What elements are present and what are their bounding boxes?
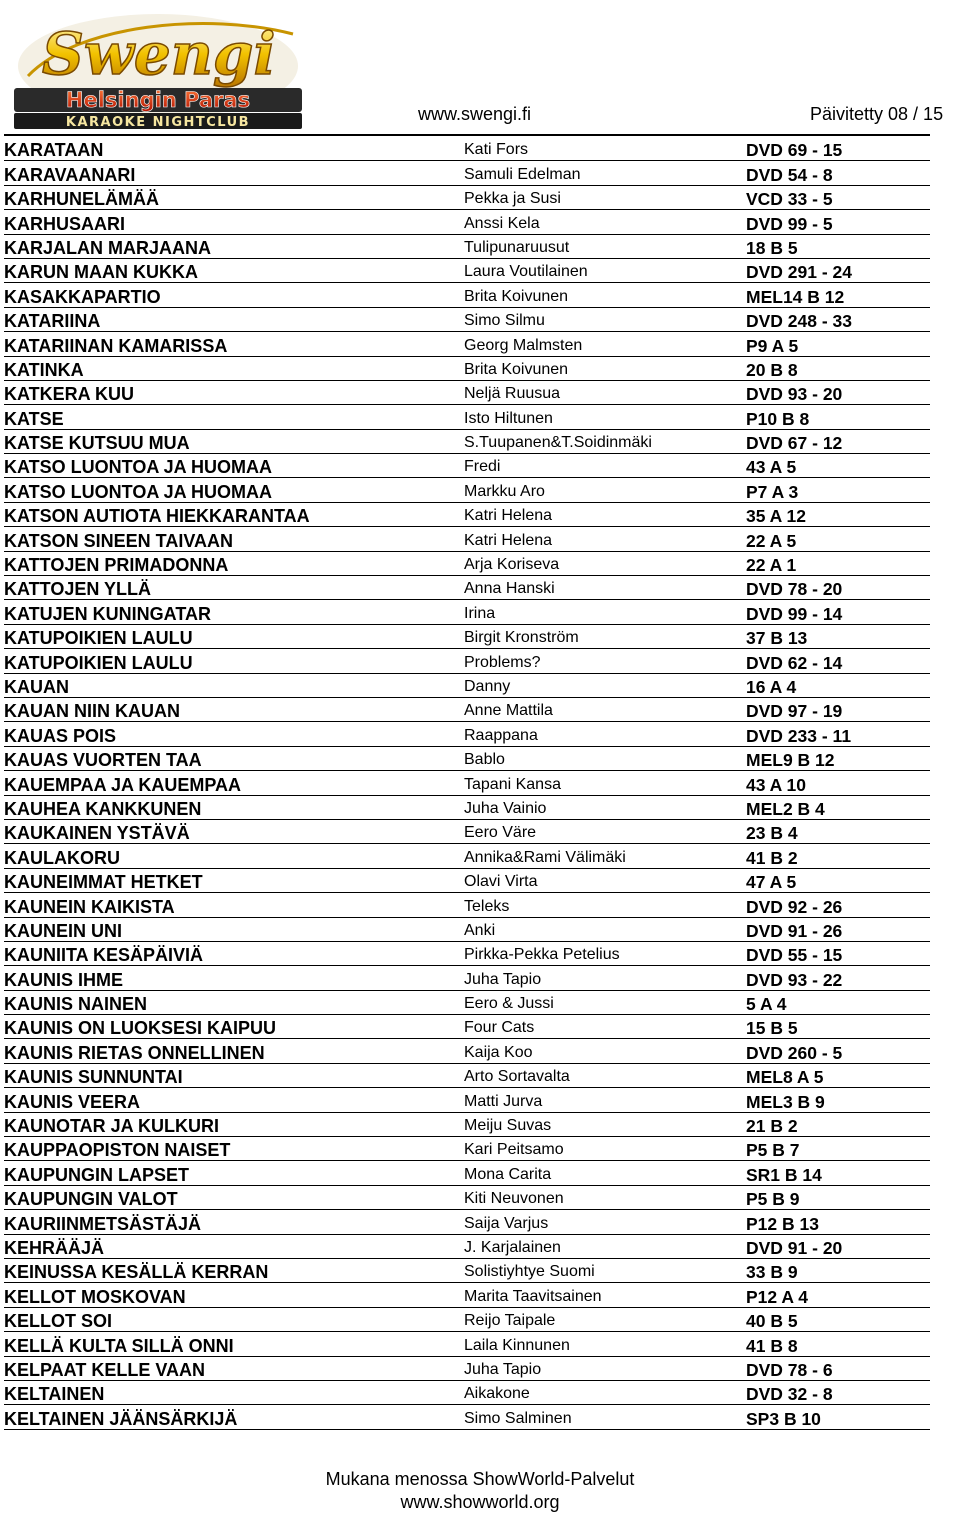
song-artist: Anssi Kela — [464, 210, 746, 234]
song-row — [4, 454, 930, 478]
song-code: 43 A 5 — [746, 454, 930, 478]
song-title: KARATAAN — [4, 137, 464, 161]
song-table-body — [4, 137, 930, 1429]
song-row — [4, 527, 930, 551]
song-title: KAUNOTAR JA KULKURI — [4, 1112, 464, 1136]
song-artist: Simo Salminen — [464, 1405, 746, 1429]
song-title: KATTOJEN YLLÄ — [4, 576, 464, 600]
song-row — [4, 137, 930, 161]
song-artist: Katri Helena — [464, 502, 746, 526]
song-artist: Raappana — [464, 722, 746, 746]
song-artist: Saija Varjus — [464, 1210, 746, 1234]
song-artist: Bablo — [464, 746, 746, 770]
song-table — [4, 137, 930, 1430]
song-row — [4, 1039, 930, 1063]
song-code: MEL2 B 4 — [746, 795, 930, 819]
song-row — [4, 722, 930, 746]
song-code: 22 A 5 — [746, 527, 930, 551]
song-artist: Kiti Neuvonen — [464, 1185, 746, 1209]
song-artist: S.Tuupanen&T.Soidinmäki — [464, 429, 746, 453]
song-row — [4, 1283, 930, 1307]
song-code: DVD 93 - 20 — [746, 380, 930, 404]
song-artist: Problems? — [464, 649, 746, 673]
song-artist: Laila Kinnunen — [464, 1332, 746, 1356]
song-code: DVD 54 - 8 — [746, 161, 930, 185]
song-code: P5 B 7 — [746, 1137, 930, 1161]
song-row — [4, 624, 930, 648]
song-row — [4, 185, 930, 209]
song-code: 22 A 1 — [746, 551, 930, 575]
song-title: KATSO LUONTOA JA HUOMAA — [4, 478, 464, 502]
song-artist: Matti Jurva — [464, 1088, 746, 1112]
song-code: DVD 62 - 14 — [746, 649, 930, 673]
song-title: KEINUSSA KESÄLLÄ KERRAN — [4, 1258, 464, 1282]
song-code: P9 A 5 — [746, 332, 930, 356]
song-title: KARUN MAAN KUKKA — [4, 258, 464, 282]
song-code: 41 B 8 — [746, 1332, 930, 1356]
song-title: KELTAINEN — [4, 1380, 464, 1404]
song-artist: Olavi Virta — [464, 868, 746, 892]
song-artist: Juha Vainio — [464, 795, 746, 819]
song-code: 43 A 10 — [746, 771, 930, 795]
song-row — [4, 1332, 930, 1356]
song-title: KARHUSAARI — [4, 210, 464, 234]
song-row — [4, 868, 930, 892]
site-url[interactable]: www.swengi.fi — [418, 104, 532, 124]
song-code: 35 A 12 — [746, 502, 930, 526]
song-code: P12 B 13 — [746, 1210, 930, 1234]
song-title: KELLOT MOSKOVAN — [4, 1283, 464, 1307]
song-row — [4, 819, 930, 843]
song-row — [4, 1380, 930, 1404]
song-title: KASAKKAPARTIO — [4, 283, 464, 307]
song-row — [4, 307, 930, 331]
song-row — [4, 1405, 930, 1429]
song-title: KATARIINA — [4, 307, 464, 331]
song-code: DVD 91 - 26 — [746, 917, 930, 941]
page-footer — [0, 1468, 960, 1514]
song-code: 16 A 4 — [746, 673, 930, 697]
song-artist: Isto Hiltunen — [464, 405, 746, 429]
song-artist: Kati Fors — [464, 137, 746, 161]
song-title: KAUAS VUORTEN TAA — [4, 746, 464, 770]
footer-url[interactable]: www.showworld.org — [400, 1492, 560, 1512]
song-artist: Juha Tapio — [464, 966, 746, 990]
song-artist: Eero & Jussi — [464, 990, 746, 1014]
song-title: KATSON SINEEN TAIVAAN — [4, 527, 464, 551]
song-artist: Anki — [464, 917, 746, 941]
song-row — [4, 1307, 930, 1331]
song-title: KAULAKORU — [4, 844, 464, 868]
song-title: KELLOT SOI — [4, 1307, 464, 1331]
logo-line1: Helsingin Paras — [65, 88, 251, 112]
song-title: KATTOJEN PRIMADONNA — [4, 551, 464, 575]
song-artist: Reijo Taipale — [464, 1307, 746, 1331]
logo-line2: KARAOKE NIGHTCLUB — [65, 115, 251, 130]
song-row — [4, 917, 930, 941]
song-code: DVD 291 - 24 — [746, 258, 930, 282]
song-code: 47 A 5 — [746, 868, 930, 892]
song-title: KAUNEIN KAIKISTA — [4, 893, 464, 917]
song-code: DVD 248 - 33 — [746, 307, 930, 331]
song-title: KATUPOIKIEN LAULU — [4, 649, 464, 673]
song-artist: Teleks — [464, 893, 746, 917]
song-artist: Tulipunaruusut — [464, 234, 746, 258]
song-row — [4, 380, 930, 404]
song-title: KAURIINMETSÄSTÄJÄ — [4, 1210, 464, 1234]
song-row — [4, 283, 930, 307]
song-artist: Pirkka-Pekka Petelius — [464, 941, 746, 965]
song-row — [4, 1185, 930, 1209]
song-title: KATSON AUTIOTA HIEKKARANTAA — [4, 502, 464, 526]
song-row — [4, 502, 930, 526]
song-code: VCD 33 - 5 — [746, 185, 930, 209]
song-title: KAUHEA KANKKUNEN — [4, 795, 464, 819]
song-title: KAUAN NIIN KAUAN — [4, 697, 464, 721]
song-row — [4, 893, 930, 917]
song-artist: Kari Peitsamo — [464, 1137, 746, 1161]
song-row — [4, 1137, 930, 1161]
song-code: DVD 99 - 5 — [746, 210, 930, 234]
song-artist: Birgit Kronström — [464, 624, 746, 648]
song-code: MEL3 B 9 — [746, 1088, 930, 1112]
song-row — [4, 551, 930, 575]
song-artist: Annika&Rami Välimäki — [464, 844, 746, 868]
song-artist: Neljä Ruusua — [464, 380, 746, 404]
song-code: 18 B 5 — [746, 234, 930, 258]
song-title: KAUPUNGIN VALOT — [4, 1185, 464, 1209]
song-row — [4, 1112, 930, 1136]
song-row — [4, 1210, 930, 1234]
song-code: DVD 92 - 26 — [746, 893, 930, 917]
song-title: KAUNIS NAINEN — [4, 990, 464, 1014]
song-row — [4, 576, 930, 600]
song-code: DVD 97 - 19 — [746, 697, 930, 721]
song-code: 37 B 13 — [746, 624, 930, 648]
song-code: 20 B 8 — [746, 356, 930, 380]
song-code: DVD 91 - 20 — [746, 1234, 930, 1258]
song-row — [4, 161, 930, 185]
song-artist: Solistiyhtye Suomi — [464, 1258, 746, 1282]
song-title: KAUNIITA KESÄPÄIVIÄ — [4, 941, 464, 965]
song-artist: Anne Mattila — [464, 697, 746, 721]
song-artist: Brita Koivunen — [464, 283, 746, 307]
song-title: KAUKAINEN YSTÄVÄ — [4, 819, 464, 843]
song-title: KAUPPAOPISTON NAISET — [4, 1137, 464, 1161]
song-code: DVD 99 - 14 — [746, 600, 930, 624]
song-row — [4, 1015, 930, 1039]
song-artist: Irina — [464, 600, 746, 624]
song-artist: Four Cats — [464, 1015, 746, 1039]
song-title: KELPAAT KELLE VAAN — [4, 1356, 464, 1380]
song-row — [4, 1063, 930, 1087]
song-artist: Georg Malmsten — [464, 332, 746, 356]
updated-date: Päivitetty 08 / 15 — [810, 104, 944, 124]
song-code: P10 B 8 — [746, 405, 930, 429]
song-row — [4, 258, 930, 282]
song-title: KATKERA KUU — [4, 380, 464, 404]
song-code: DVD 69 - 15 — [746, 137, 930, 161]
song-artist: Simo Silmu — [464, 307, 746, 331]
song-row — [4, 1258, 930, 1282]
song-row — [4, 478, 930, 502]
footer-sponsor-text: Mukana menossa ShowWorld-Palvelut — [325, 1469, 635, 1489]
song-code: P12 A 4 — [746, 1283, 930, 1307]
song-title: KAUNIS VEERA — [4, 1088, 464, 1112]
song-artist: Eero Väre — [464, 819, 746, 843]
song-title: KAUNEIN UNI — [4, 917, 464, 941]
song-artist: Pekka ja Susi — [464, 185, 746, 209]
song-code: P7 A 3 — [746, 478, 930, 502]
song-code: 15 B 5 — [746, 1015, 930, 1039]
song-title: KATSO LUONTOA JA HUOMAA — [4, 454, 464, 478]
song-code: 21 B 2 — [746, 1112, 930, 1136]
song-code: SR1 B 14 — [746, 1161, 930, 1185]
song-row — [4, 1161, 930, 1185]
song-code: DVD 55 - 15 — [746, 941, 930, 965]
song-code: MEL9 B 12 — [746, 746, 930, 770]
song-code: DVD 67 - 12 — [746, 429, 930, 453]
song-artist: J. Karjalainen — [464, 1234, 746, 1258]
song-row — [4, 746, 930, 770]
song-artist: Kaija Koo — [464, 1039, 746, 1063]
song-artist: Brita Koivunen — [464, 356, 746, 380]
song-artist: Laura Voutilainen — [464, 258, 746, 282]
song-row — [4, 1234, 930, 1258]
song-row — [4, 795, 930, 819]
song-row — [4, 649, 930, 673]
song-code: P5 B 9 — [746, 1185, 930, 1209]
song-title: KATUPOIKIEN LAULU — [4, 624, 464, 648]
song-row — [4, 1356, 930, 1380]
song-artist: Arja Koriseva — [464, 551, 746, 575]
song-title: KARJALAN MARJAANA — [4, 234, 464, 258]
song-title: KAUNIS IHME — [4, 966, 464, 990]
song-title: KAUNIS ON LUOKSESI KAIPUU — [4, 1015, 464, 1039]
song-title: KELLÄ KULTA SILLÄ ONNI — [4, 1332, 464, 1356]
header-divider — [4, 134, 930, 136]
song-title: KELTAINEN JÄÄNSÄRKIJÄ — [4, 1405, 464, 1429]
song-row — [4, 210, 930, 234]
song-row — [4, 332, 930, 356]
song-title: KATUJEN KUNINGATAR — [4, 600, 464, 624]
song-row — [4, 697, 930, 721]
song-code: DVD 233 - 11 — [746, 722, 930, 746]
song-code: DVD 93 - 22 — [746, 966, 930, 990]
song-row — [4, 771, 930, 795]
song-artist: Marita Taavitsainen — [464, 1283, 746, 1307]
song-title: KAUNIS SUNNUNTAI — [4, 1063, 464, 1087]
song-row — [4, 405, 930, 429]
song-artist: Markku Aro — [464, 478, 746, 502]
song-row — [4, 429, 930, 453]
song-row — [4, 234, 930, 258]
song-title: KATSE KUTSUU MUA — [4, 429, 464, 453]
song-artist: Danny — [464, 673, 746, 697]
song-code: SP3 B 10 — [746, 1405, 930, 1429]
song-title: KAUNEIMMAT HETKET — [4, 868, 464, 892]
song-artist: Juha Tapio — [464, 1356, 746, 1380]
song-code: 41 B 2 — [746, 844, 930, 868]
song-title: KEHRÄÄJÄ — [4, 1234, 464, 1258]
swengi-logo — [8, 4, 308, 132]
song-code: 40 B 5 — [746, 1307, 930, 1331]
song-title: KAUPUNGIN LAPSET — [4, 1161, 464, 1185]
song-title: KAUEMPAA JA KAUEMPAA — [4, 771, 464, 795]
song-artist: Mona Carita — [464, 1161, 746, 1185]
song-artist: Anna Hanski — [464, 576, 746, 600]
song-code: 5 A 4 — [746, 990, 930, 1014]
song-row — [4, 941, 930, 965]
song-row — [4, 600, 930, 624]
song-artist: Tapani Kansa — [464, 771, 746, 795]
logo-wordmark: Swengi — [42, 20, 276, 88]
song-title: KAUAN — [4, 673, 464, 697]
song-title: KAUNIS RIETAS ONNELLINEN — [4, 1039, 464, 1063]
song-code: DVD 78 - 20 — [746, 576, 930, 600]
song-title: KATSE — [4, 405, 464, 429]
song-title: KARAVAANARI — [4, 161, 464, 185]
song-code: DVD 260 - 5 — [746, 1039, 930, 1063]
song-title: KAUAS POIS — [4, 722, 464, 746]
song-code: 23 B 4 — [746, 819, 930, 843]
song-code: 33 B 9 — [746, 1258, 930, 1282]
song-code: MEL14 B 12 — [746, 283, 930, 307]
song-row — [4, 990, 930, 1014]
song-title: KATARIINAN KAMARISSA — [4, 332, 464, 356]
song-code: MEL8 A 5 — [746, 1063, 930, 1087]
song-row — [4, 966, 930, 990]
song-row — [4, 1088, 930, 1112]
song-title: KATINKA — [4, 356, 464, 380]
page-header — [0, 0, 960, 136]
song-artist: Katri Helena — [464, 527, 746, 551]
song-row — [4, 844, 930, 868]
song-artist: Fredi — [464, 454, 746, 478]
song-artist: Samuli Edelman — [464, 161, 746, 185]
song-artist: Arto Sortavalta — [464, 1063, 746, 1087]
song-row — [4, 673, 930, 697]
song-code: DVD 78 - 6 — [746, 1356, 930, 1380]
song-title: KARHUNELÄMÄÄ — [4, 185, 464, 209]
song-row — [4, 356, 930, 380]
song-artist: Meiju Suvas — [464, 1112, 746, 1136]
song-artist: Aikakone — [464, 1380, 746, 1404]
song-code: DVD 32 - 8 — [746, 1380, 930, 1404]
